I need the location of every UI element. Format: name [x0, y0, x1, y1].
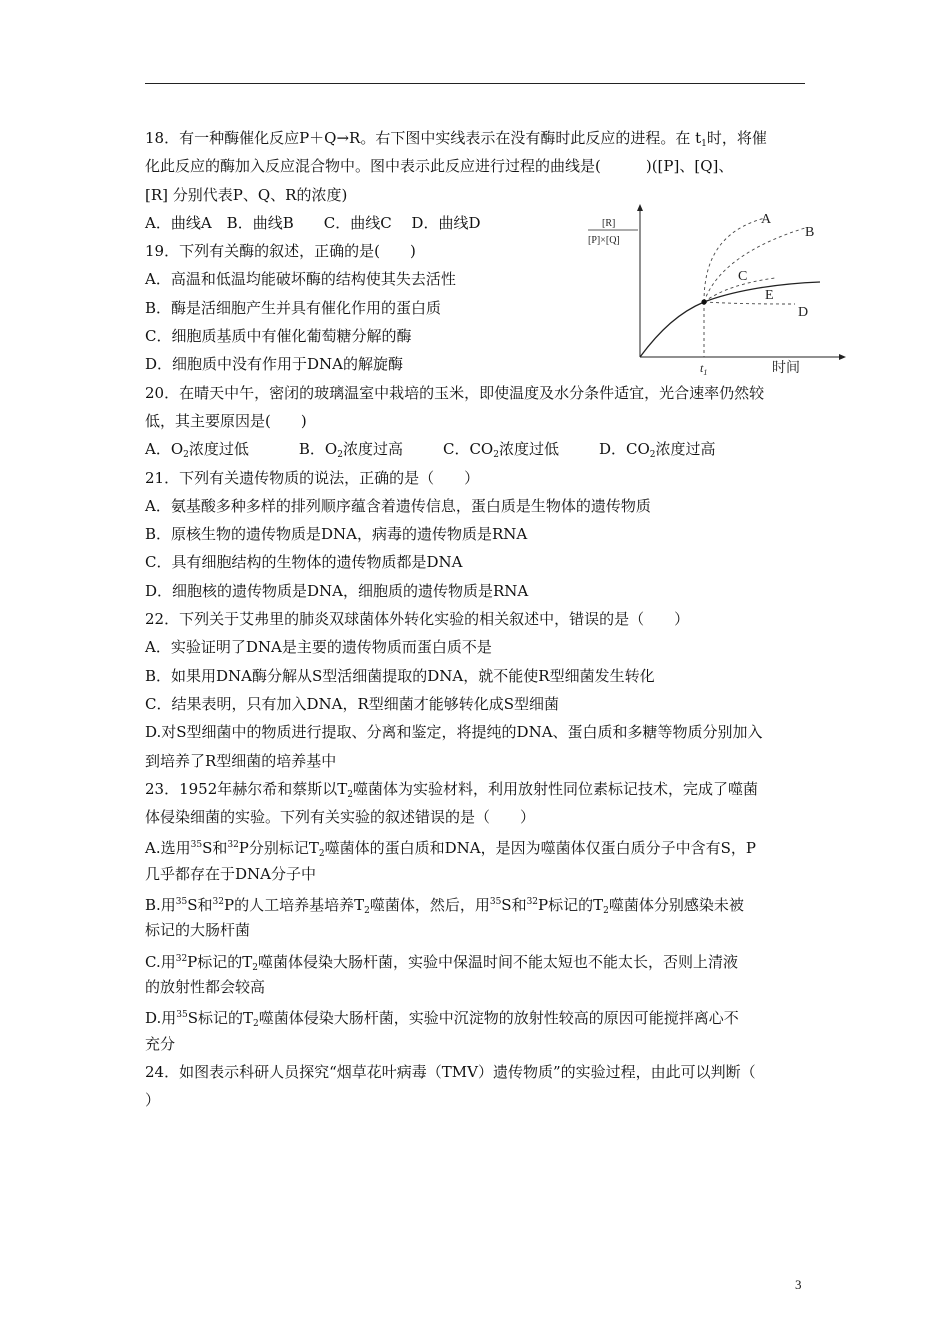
q23-line-2: 体侵染细菌的实验。下列有关实验的叙述错误的是（ ） — [145, 808, 536, 827]
q20-line-1: 20．在晴天中午，密闭的玻璃温室中栽培的玉米，即使温度及水分条件适宜，光合速率仍然较 — [145, 383, 765, 402]
curve-label-A: A — [761, 212, 772, 227]
q23-option-a-line-2: 几乎都存在于DNA分子中 — [145, 864, 316, 883]
q24-line-1: 24．如图表示科研人员探究“烟草花叶病毒（TMV）遗传物质”的实验过程，由此可以判断（ — [145, 1062, 756, 1081]
q19-option-a: A．高温和低温均能破坏酶的结构使其失去活性 — [145, 270, 456, 289]
q20-option-d: D．$CO_2$浓度过高 — [598, 440, 716, 461]
q18-line-2: 化此反应的酶加入反应混合物中。图中表示此反应进行过程的曲线是( )([P]、[Q]、 — [145, 157, 734, 176]
q22-option-a: A．实验证明了DNA是主要的遗传物质而蛋白质不是 — [145, 638, 492, 657]
curve-label-C: C — [738, 269, 748, 284]
q18-options: A．曲线A B．曲线B C．曲线C D．曲线D — [145, 213, 481, 232]
x-axis-arrow — [839, 354, 846, 360]
q21-option-a: A．氨基酸多种多样的排列顺序蕴含着遗传信息，蛋白质是生物体的遗传物质 — [145, 496, 651, 515]
q23-option-d-line-1: D.用$^{35}$S标记的$T_2$噬菌体侵染大肠杆菌，实验中沉淀物的放射性较高的原因可能搅拌离心不 — [145, 1009, 739, 1030]
q21-option-c: C．具有细胞结构的生物体的遗传物质都是DNA — [145, 553, 463, 572]
page-body — [145, 124, 810, 1114]
q19-option-c: C．细胞质基质中有催化葡萄糖分解的酶 — [145, 327, 412, 346]
q22-option-c: C．结果表明，只有加入DNA，R型细菌才能够转化成S型细菌 — [145, 694, 560, 713]
q20-option-b: B．$O_2$浓度过高 — [298, 440, 403, 461]
q23-option-b-line-2: 标记的大肠杆菌 — [145, 921, 251, 940]
q20-option-c: C．$CO_2$浓度过低 — [442, 440, 559, 461]
curve-label-B: B — [805, 225, 815, 240]
q19-stem: 19．下列有关酶的叙述，正确的是( ) — [145, 242, 416, 261]
q23-option-d-line-2: 充分 — [145, 1034, 176, 1053]
header-rule — [145, 83, 805, 84]
q22-option-d-line-1: D.对S型细菌中的物质进行提取、分离和鉴定，将提纯的DNA、蛋白质和多糖等物质分别加入 — [145, 723, 763, 742]
page-number: 3 — [795, 1277, 802, 1292]
q18-line-3: [R] 分别代表P、Q、R的浓度) — [145, 185, 348, 204]
q19-option-d: D．细胞质中没有作用于DNA的解旋酶 — [145, 355, 404, 374]
y-label-top: [R] — [602, 218, 616, 229]
q23-option-a-line-1: A.选用$^{35}$S和$^{32}$P分别标记$T_2$噬菌体的蛋白质和DNA，是因为噬菌体仅蛋白质分子中含有S，P — [145, 839, 756, 860]
curve-label-D: D — [798, 305, 809, 320]
q18-line-1: 18．有一种酶催化反应P＋Q→R。右下图中实线表示在没有酶时此反应的进程。在 $t_1$时，将催 — [145, 129, 767, 149]
q20-options — [145, 435, 810, 463]
y-label-bottom: [P]×[Q] — [588, 235, 620, 246]
x-axis-label: 时间 — [772, 361, 800, 376]
q23-option-b-line-1: B.用$^{35}$S和$^{32}$P的人工培养基培养$T_2$噬菌体，然后，用$^{35}$S和$^{32}$P标记的$T_2$噬菌体分别感染未被 — [145, 896, 744, 917]
q21-stem: 21．下列有关遗传物质的说法，正确的是（ ） — [145, 468, 480, 487]
q23-line-1: 23．1952年赫尔希和蔡斯以$T_2$噬菌体为实验材料，利用放射性同位素标记技术，完成了噬菌 — [145, 779, 759, 800]
q21-option-b: B．原核生物的遗传物质是DNA，病毒的遗传物质是RNA — [145, 525, 528, 544]
q24-line-2: ） — [145, 1091, 161, 1110]
q19-option-b: B．酶是活细胞产生并具有催化作用的蛋白质 — [145, 298, 442, 317]
q21-option-d: D．细胞核的遗传物质是DNA，细胞质的遗传物质是RNA — [145, 581, 529, 600]
q22-stem: 22．下列关于艾弗里的肺炎双球菌体外转化实验的相关叙述中，错误的是（ ） — [145, 610, 690, 629]
q23-option-c-line-2: 的放射性都会较高 — [145, 977, 266, 996]
q20-line-2: 低，其主要原因是( ) — [145, 411, 307, 430]
q23-option-c-line-1: C.用$^{32}$P标记的$T_2$噬菌体侵染大肠杆菌，实验中保温时间不能太短也不能太长，否则上清液 — [145, 952, 739, 973]
q22-option-b: B．如果用DNA酶分解从S型活细菌提取的DNA，就不能使R型细菌发生转化 — [145, 666, 655, 685]
q20-option-a: A．$O_2$浓度过低 — [145, 440, 249, 461]
curve-label-E: E — [765, 288, 774, 303]
q22-option-d-line-2: 到培养了R型细菌的培养基中 — [145, 751, 337, 770]
x-tick-t1: $t_1$ — [700, 361, 708, 377]
